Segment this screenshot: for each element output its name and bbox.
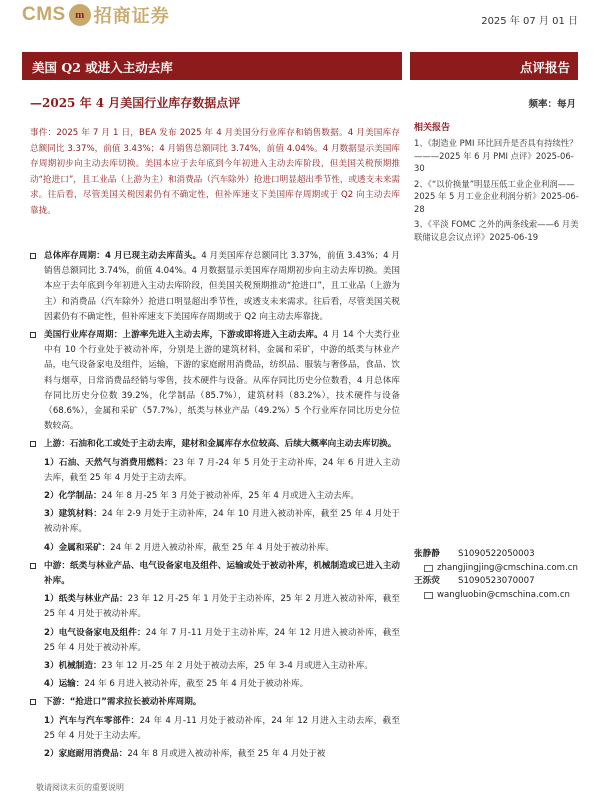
- list-item: [30, 507, 400, 537]
- bullet-square-icon: [30, 563, 36, 569]
- report-type-banner: [410, 52, 578, 80]
- item-text: 24 年 2-9 月处于主动补库，24 年 10 月进入被动补库，截至 25 年 4 月处于被动补库。: [44, 509, 400, 535]
- item-text: 24 年 2 月进入被动补库，截至 25 年 4 月处于被动补库。: [110, 542, 334, 553]
- author-email[interactable]: zhangjingjing@cmschina.com.cn: [437, 562, 578, 573]
- bullet-head: 总体库存周期：4 月已现主动去库苗头。: [44, 251, 202, 261]
- report-subtitle: —2025 年 4 月美国行业库存数据点评: [30, 96, 241, 110]
- item-head: 1）纸类与林业产品：: [44, 594, 128, 605]
- related-report-text[interactable]: 3、《平淡 FOMC 之外的两条线索——6 月美联储议息会议点评》2025-06-19: [414, 219, 579, 242]
- bullet-text: 4 月 14 个大类行业中有 10 个行业处于被动补库，分别是上游的建筑材料，金属和采矿，中游的纸类与林业产品，电气设备家电及组件，运输，下游的家庭耐用消费品，纺织品、服装与奢侈品，食品、饮料与烟草，日常消费品经销与零售，技术硬件与设备。从库存同比历史分位数看，4 月总体库存同比历史分位数 39.2%，化学制品（85.7%），建筑材料（83.2%），技术硬件与设备（68.6%），金属和采矿（57.7%），纸类与林业产品（49.2%）5 个行业库存同比历史分位数较高。: [44, 330, 400, 432]
- author-email-row[interactable]: [414, 562, 580, 576]
- event-summary: 事件：2025 年 7 月 1 日，BEA 发布 2025 年 4 月美国分行业库存和销售数据。4 月美国库存总额同比 3.37%，前值 3.43%；4 月销售总额同比 3.74%，前值 4.04%。4 月数据显示美国库存周期初步向主动去库切换。美国本应于去年底到今年初进入主动去库阶段，但美国关税预期推动“抢进口”，且工业品（上游为主）和消费品（汽车除外）抢进口明显超出季节性，或透支未来需求。往后看，尽管美国关税因素仍有不确定性，但补库速支下美国库存周期或于 Q2 向主动去库靠拢。: [30, 128, 400, 216]
- author-name: 王泺荧: [414, 576, 440, 586]
- report-type: 点评报告: [519, 60, 570, 75]
- list-item: [30, 626, 400, 656]
- bullet-square-icon: [30, 699, 36, 705]
- list-item: [30, 677, 400, 692]
- bullet-item: [30, 249, 400, 325]
- email-icon: [424, 592, 433, 599]
- bullet-head: 下游：“抢进口”需求拉长被动补库周期。: [44, 697, 202, 708]
- related-report-link[interactable]: [414, 178, 580, 216]
- page-footer: 敬请阅读末页的重要说明: [36, 783, 124, 792]
- bullet-head: 中游：纸类与林业产品、电气设备家电及组件、运输或处于被动补库，机械制造或已进入主动补库。: [44, 560, 400, 587]
- item-head: 3）建筑材料：: [44, 509, 102, 520]
- bullet-square-icon: [30, 253, 36, 259]
- logo-text-cn: 招商证券: [93, 6, 170, 27]
- bullet-item: [30, 437, 400, 452]
- item-head: 2）化学制品：: [44, 491, 102, 502]
- related-report-text[interactable]: 2、《“以价换量”明显压低工业企业利润——2025 年 5 月工业企业利润分析》2025-06-28: [414, 178, 579, 214]
- item-head: 4）运输：: [44, 679, 85, 690]
- item-text: 23 年 12 月-25 年 1 月处于主动补库，25 年 2 月进入被动补库，截至 25 年 4 月处于被动补库。: [44, 594, 400, 620]
- item-head: 4）金属和采矿：: [44, 542, 111, 553]
- author-email-row[interactable]: [414, 589, 580, 603]
- bullet-list: [30, 249, 400, 765]
- author-block: [414, 548, 580, 602]
- frequency-label: 频率：每月: [528, 99, 576, 110]
- related-report-text[interactable]: 1、《制造业 PMI 环比回升是否具有持续性？———2025 年 6 月 PMI 点评》2025-06-30: [414, 138, 578, 173]
- list-item: [30, 456, 400, 486]
- report-title: 美国 Q2 或进入主动去库: [32, 60, 173, 75]
- list-item: [30, 541, 400, 556]
- bullet-item: [30, 328, 400, 434]
- item-text: 24 年 4 月-11 月处于被动补库，24 年 12 月进入主动去库，截至 25 年 4 月处于主动去库。: [44, 715, 401, 741]
- related-reports-heading: 相关报告: [414, 123, 451, 133]
- related-report-link[interactable]: [414, 137, 580, 175]
- list-item: [30, 714, 400, 744]
- company-logo: [22, 2, 170, 28]
- related-reports: [414, 120, 580, 246]
- item-text: 24 年 8 月或进入被动补库，截至 25 年 4 月处于被: [127, 749, 326, 760]
- bullet-item: [30, 695, 400, 710]
- item-text: 23 年 7 月-24 年 5 月处于主动补库，24 年 6 月进入主动去库，截至 25 年 4 月处于主动去库。: [44, 457, 400, 483]
- report-date: 2025 年 07 月 01 日: [481, 16, 578, 27]
- item-text: 24 年 7 月-11 月处于主动补库，24 年 12 月进入被动补库，截至 25 年 4 月处于被动补库。: [44, 627, 401, 653]
- item-head: 1）汽车与汽车零部件：: [44, 715, 140, 726]
- bullet-square-icon: [30, 332, 36, 338]
- item-text: 24 年 6 月进入被动补库，截至 25 年 4 月处于被动补库。: [84, 679, 309, 690]
- bullet-item: [30, 559, 400, 589]
- related-report-link[interactable]: [414, 218, 580, 243]
- list-item: [30, 489, 400, 504]
- author-row: [414, 548, 580, 562]
- author-id: S1090522050003: [458, 549, 535, 559]
- author-id: S1090523070007: [458, 576, 535, 586]
- item-head: 3）机械制造：: [44, 661, 102, 672]
- author-email[interactable]: wangluobin@cmschina.com.cn: [437, 589, 571, 600]
- item-head: 2）电气设备家电及组件：: [44, 627, 146, 638]
- title-banner: [22, 52, 402, 80]
- bullet-head: 上游：石油和化工或处于主动去库，建材和金属库存水位较高、后续大概率向主动去库切换。: [44, 439, 397, 450]
- item-head: 1）石油、天然气与消费用燃料：: [44, 457, 173, 468]
- item-head: 2）家庭耐用消费品：: [44, 749, 128, 760]
- list-item: [30, 747, 400, 762]
- bullet-text: 4 月美国库存总额同比 3.37%，前值 3.43%；4 月销售总额同比 3.74%，前值 4.04%。4 月数据显示美国库存周期初步向主动去库切换。美国本应于去年底到今年初进入主动去库阶段，但美国关税预期推动“抢进口”，且工业品（上游为主）和消费品（汽车除外）抢进口明显超出季节性，或透支未来需求。往后看，尽管美国关税因素仍有不确定性，但补库速支下美国库存周期或于 Q2 向主动去库靠拢。: [44, 251, 400, 322]
- logo-text-en: CMS: [22, 4, 66, 25]
- logo-emblem-icon: m: [69, 4, 91, 26]
- list-item: [30, 592, 400, 622]
- bullet-square-icon: [30, 441, 36, 447]
- bullet-head: 美国行业库存周期：上游率先进入主动去库，下游或即将进入主动去库。: [44, 330, 323, 341]
- author-name: 张静静: [414, 549, 440, 559]
- item-text: 23 年 12 月-25 年 2 月处于被动去库，25 年 3-4 月或进入主动补库。: [101, 661, 373, 672]
- item-text: 24 年 8 月-25 年 3 月处于被动补库，25 年 4 月或进入主动去库。: [101, 491, 359, 502]
- email-icon: [424, 565, 433, 572]
- list-item: [30, 659, 400, 674]
- author-row: [414, 575, 580, 589]
